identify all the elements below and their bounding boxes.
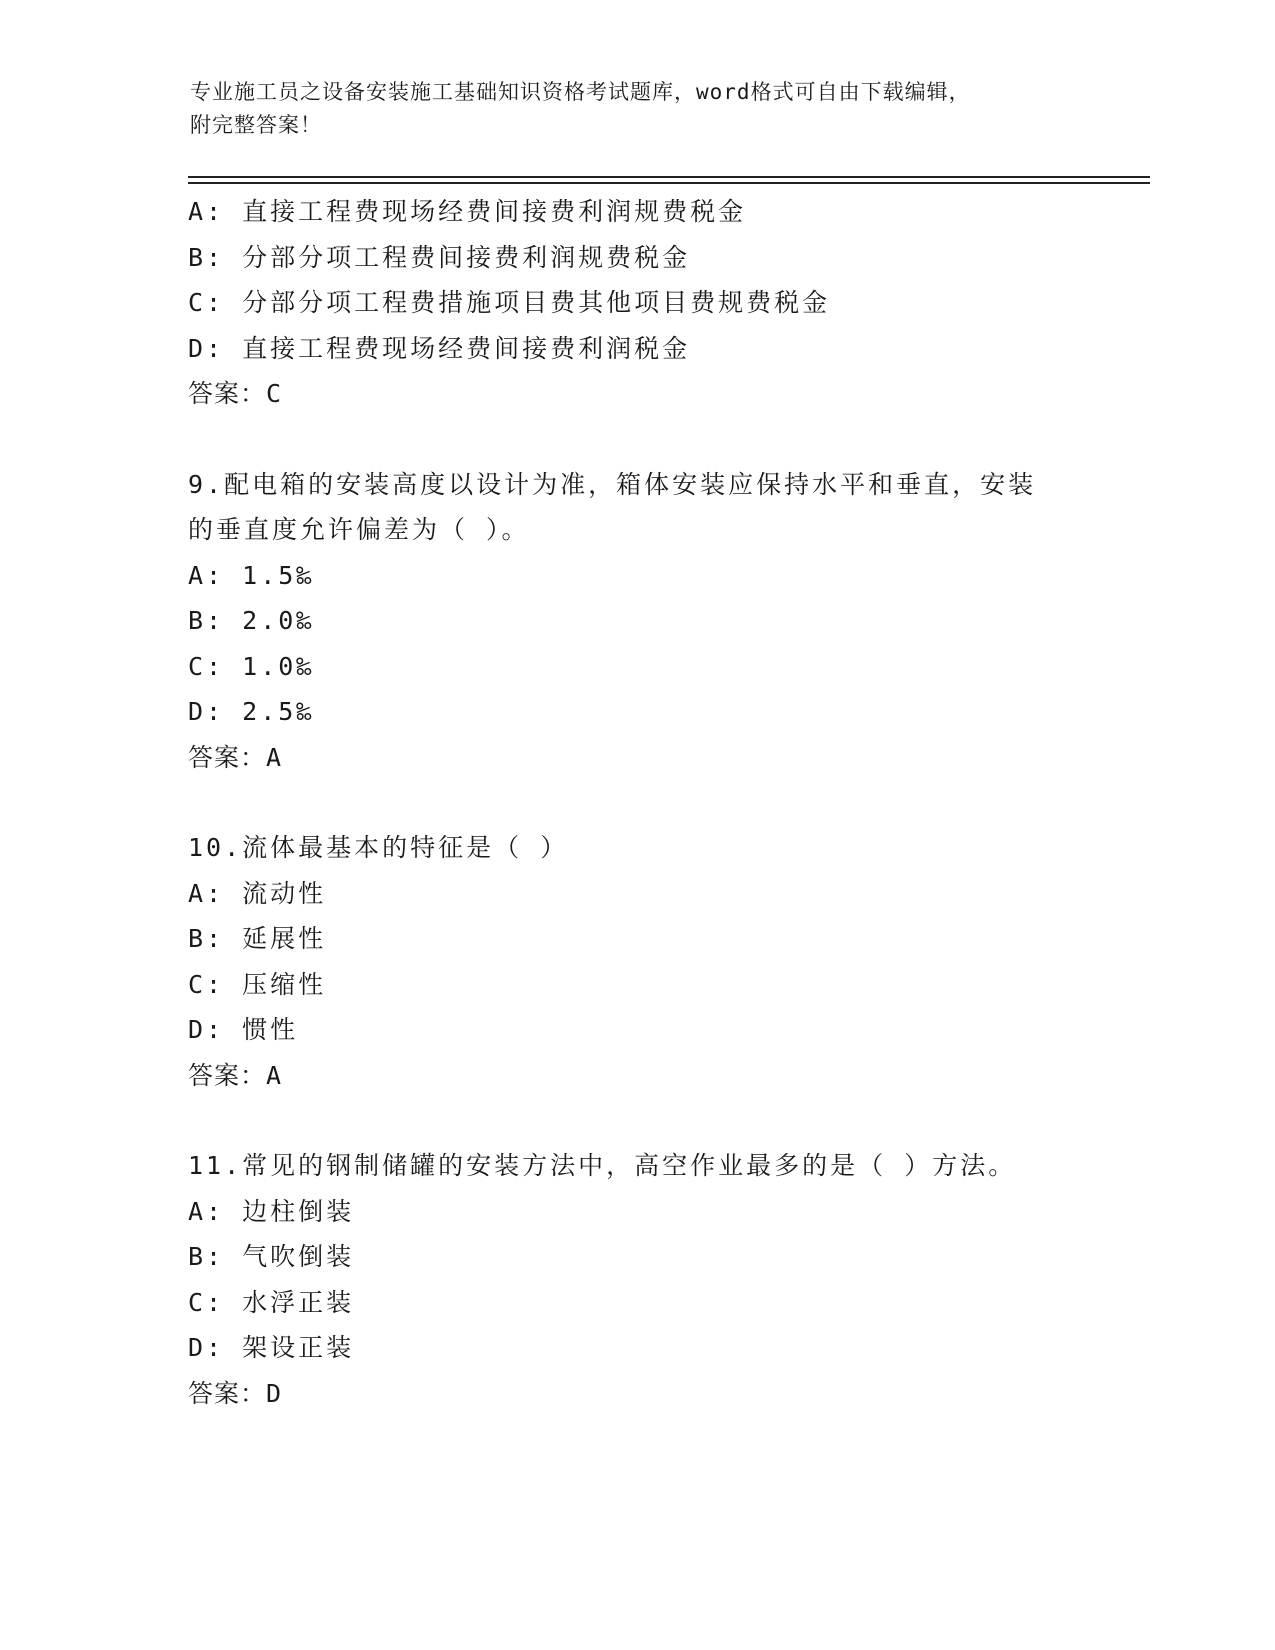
header-divider-bottom — [188, 182, 1150, 184]
question-block-10 — [188, 825, 1088, 1098]
answer-line: 答案：C — [188, 379, 283, 408]
question-list — [188, 189, 1088, 1416]
spacer — [188, 1098, 1088, 1143]
option-c: C: 1.0‰ — [188, 651, 315, 681]
header-line-2: 附完整答案！ — [190, 113, 322, 137]
option-c: C: 分部分项工程费措施项目费其他项目费规费税金 — [188, 288, 831, 317]
question-stem: 10.流体最基本的特征是（ ） — [188, 833, 569, 862]
question-block-9 — [188, 462, 1088, 781]
option-a: A: 直接工程费现场经费间接费利润规费税金 — [188, 197, 747, 226]
question-stem-continued: 的垂直度允许偏差为（ ）。 — [188, 515, 530, 544]
option-c: C: 压缩性 — [188, 969, 327, 999]
option-a: A: 边柱倒装 — [188, 1196, 355, 1226]
option-b: B: 2.0‰ — [188, 606, 315, 635]
spacer — [188, 780, 1088, 825]
option-b: B: 分部分项工程费间接费利润规费税金 — [188, 242, 691, 272]
answer-line: 答案：A — [188, 742, 283, 772]
option-d: D: 直接工程费现场经费间接费利润税金 — [188, 333, 691, 363]
option-d: D: 惯性 — [188, 1015, 299, 1044]
option-a: A: 流动性 — [188, 878, 327, 908]
question-stem: 9.配电箱的安装高度以设计为准，箱体安装应保持水平和垂直，安装 — [188, 469, 1037, 499]
question-stem: 11.常见的钢制储罐的安装方法中，高空作业最多的是（ ）方法。 — [188, 1151, 1017, 1180]
question-block-11 — [188, 1143, 1088, 1416]
answer-line: 答案：A — [188, 1060, 283, 1090]
spacer — [188, 417, 1088, 462]
option-b: B: 气吹倒装 — [188, 1242, 355, 1271]
option-c: C: 水浮正装 — [188, 1287, 355, 1317]
document-header — [190, 76, 1090, 142]
header-line-1: 专业施工员之设备安装施工基础知识资格考试题库，word格式可自由下载编辑， — [190, 80, 971, 104]
header-divider-top — [188, 176, 1150, 178]
option-d: D: 架设正装 — [188, 1333, 355, 1362]
answer-line: 答案：D — [188, 1378, 283, 1408]
option-b: B: 延展性 — [188, 924, 327, 953]
option-d: D: 2.5‰ — [188, 697, 315, 726]
question-block-8 — [188, 189, 1088, 417]
option-a: A: 1.5‰ — [188, 560, 315, 590]
